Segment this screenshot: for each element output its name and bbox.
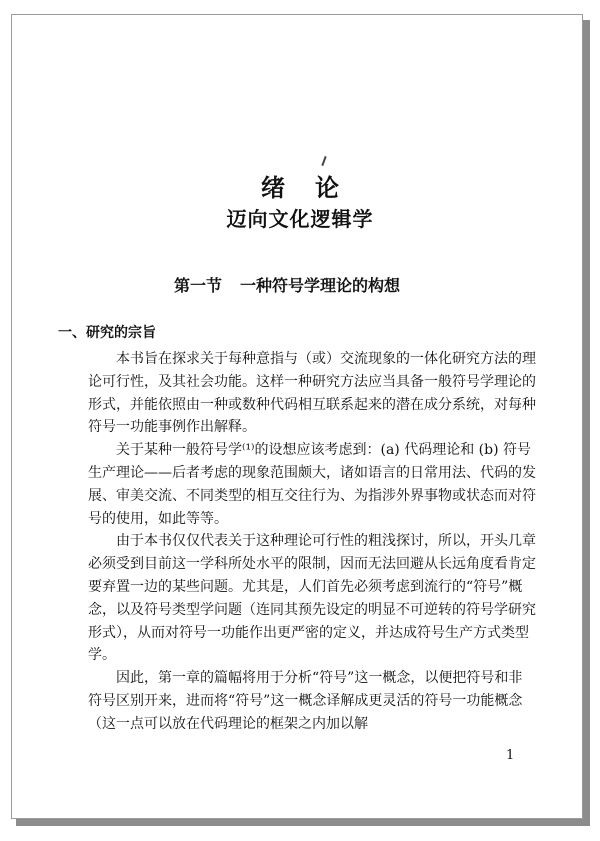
paragraph-4: 因此，第一章的篇幅将用于分析“符号”这一概念，以便把符号和非符号区别开来，进而将“符号”这一概念译解成更灵活的符号一功能概念（这一点可以放在代码理论的框架之内加以解 [88, 670, 523, 732]
chapter-subtitle: 迈向文化逻辑学 [226, 207, 374, 231]
body-text [88, 348, 536, 736]
section-heading [174, 273, 400, 296]
subsection-title: 一、研究的宗旨 [58, 325, 156, 341]
section-number: 第一节 [174, 276, 223, 295]
paragraph-2: 关于某种一般符号学⁽¹⁾的设想应该考虑到：(a) 代码理论和 (b) 符号生产理论——后者考虑的现象范围颇大，诸如语言的日常用法、代码的发展、审美交流、不同类型的相互交往行为、为指涉外界事物或状态而对符号的使用，如此等等。 [88, 442, 536, 527]
page-number: 1 [506, 748, 515, 763]
paragraph-1: 本书旨在探求关于每种意指与（或）交流现象的一体化研究方法的理论可行性，及其社会功能。这样一种研究方法应当具备一般符号学理论的形式，并能依照由一种或数种代码相互联系起来的潜在成分系统，对每种符号一功能事例作出解释。 [88, 351, 536, 436]
chapter-title: 绪论 [261, 174, 369, 202]
paragraph-3: 由于本书仅仅代表关于这种理论可行性的粗浅探讨，所以，开头几章必须受到目前这一学科所处水平的限制，因而无法回避从长远角度看肯定要弃置一边的某些问题。尤其是，人们首先必须考虑到流行的“符号”概念，以及符号类型学问题（连同其预先设定的明显不可逆转的符号学研究形式），从而对符号一功能作出更严密的定义，并达成符号生产方式类型学。 [88, 533, 536, 664]
section-title: 一种符号学理论的构想 [240, 276, 401, 295]
